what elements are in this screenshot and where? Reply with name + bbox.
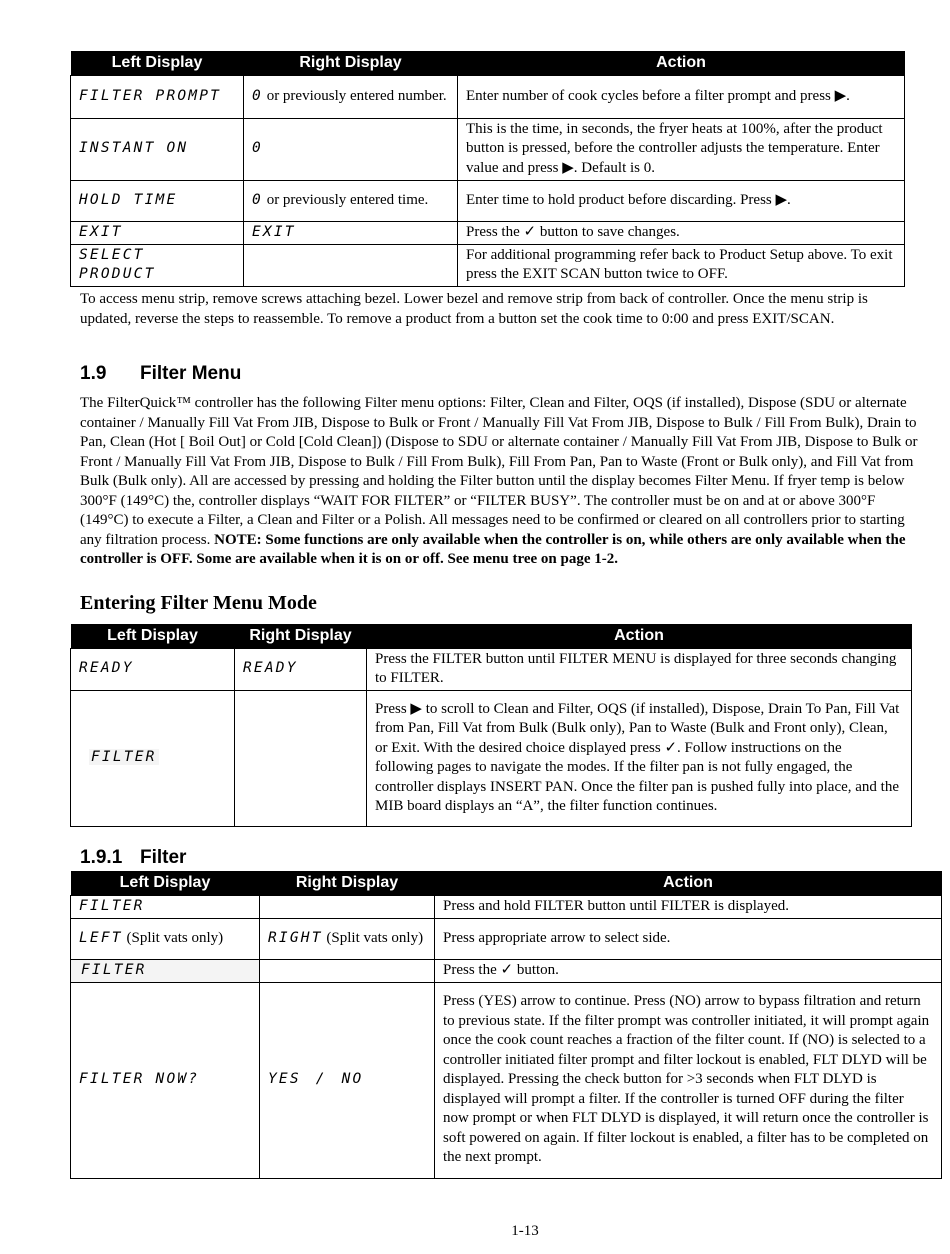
filter-menu-paragraph bbox=[80, 394, 918, 570]
header-left-display: Left Display bbox=[71, 624, 235, 648]
table-row bbox=[71, 895, 942, 918]
product-setup-table bbox=[70, 51, 905, 287]
section-heading-filter-menu bbox=[80, 364, 241, 384]
header-action: Action bbox=[435, 871, 942, 895]
header-action: Action bbox=[367, 624, 912, 648]
header-left-display: Left Display bbox=[71, 51, 244, 75]
right-display-text: or previously entered time. bbox=[262, 191, 429, 208]
action-text: Press (YES) arrow to continue. Press (NO) arrow to bypass filtration and return to previous state. If the filter prompt was controller initiated, it will prompt again once the cook count reaches a fraction of the filter count. If (NO) is selected to a controller initiated filter prompt and filter lockout is enabled, FLT DLYD will be displayed. Pressing the check button for >3 seconds when FLT DLYD is displayed will prompt a filter. If the controller is turned OFF during the filter now prompt or when FLT DLYD is displayed, it will return once the controller is soft powered on again. If filter lockout is enabled, a filter has to be completed on the next prompt. bbox=[435, 982, 942, 1178]
table-header-row bbox=[71, 624, 912, 648]
lcd-right-display: YES / NO bbox=[268, 1071, 364, 1088]
table-row bbox=[71, 918, 942, 959]
menu-strip-paragraph: To access menu strip, remove screws attaching bezel. Lower bezel and remove strip from back of controller. Once the menu strip is updated, reverse the steps to reassemble. To remove a product from a button set the cook time to 0:00 and press EXIT/SCAN. bbox=[80, 291, 868, 327]
lcd-left-display: EXIT bbox=[79, 223, 123, 240]
table-row bbox=[71, 118, 905, 180]
table-header-row bbox=[71, 871, 942, 895]
action-text: Enter number of cook cycles before a filter prompt and press ▶. bbox=[458, 75, 905, 118]
header-right-display: Right Display bbox=[235, 624, 367, 648]
section-number: 1.9.1 bbox=[80, 847, 123, 868]
table-row bbox=[71, 648, 912, 690]
action-text: Press the ✓ button to save changes. bbox=[458, 221, 905, 244]
action-text: This is the time, in seconds, the fryer heats at 100%, after the product button is pressed, before the controller adjusts the temperature. Enter value and press ▶. Default is 0. bbox=[458, 118, 905, 180]
filter-table bbox=[70, 871, 942, 1179]
header-right-display: Right Display bbox=[244, 51, 458, 75]
lcd-left-display: LEFT bbox=[79, 929, 123, 946]
lcd-right-display: RIGHT bbox=[268, 929, 323, 946]
table-row bbox=[71, 244, 905, 286]
section-title: Filter Menu bbox=[140, 363, 242, 384]
lcd-left-display: FILTER bbox=[91, 749, 157, 766]
table-row bbox=[71, 690, 912, 826]
right-display-text: (Split vats only) bbox=[322, 929, 424, 946]
action-text: Press and hold FILTER button until FILTER is displayed. bbox=[435, 895, 942, 918]
header-right-display: Right Display bbox=[260, 871, 435, 895]
section-number: 1.9 bbox=[80, 363, 107, 384]
table-row bbox=[71, 982, 942, 1178]
entering-filter-menu-heading: Entering Filter Menu Mode bbox=[80, 592, 317, 614]
table-row bbox=[71, 75, 905, 118]
lcd-left-display: FILTER PROMPT bbox=[79, 87, 222, 104]
page-number: 1-13 bbox=[511, 1223, 539, 1239]
lcd-right-display: READY bbox=[243, 660, 298, 677]
action-text: Press ▶ to scroll to Clean and Filter, OQS (if installed), Dispose, Drain To Pan, Fill Vat from Pan, Fill Vat from Bulk (Bulk only), Pan to Waste (Bulk and Front only), Clean, or Exit. With the desired choice displayed press ✓. Follow instructions on the following pages to navigate the modes. If the filter pan is not fully engaged, the controller displays INSERT PAN. Once the filter pan is pushed fully into place, and the MIB board displays an “A”, the filter function continues. bbox=[367, 690, 912, 826]
right-display-text: or previously entered number bbox=[262, 87, 443, 104]
right-display-text-dot: . bbox=[442, 87, 447, 104]
action-text: Press the ✓ button. bbox=[435, 959, 942, 982]
action-text: Enter time to hold product before discarding. Press ▶. bbox=[458, 180, 905, 221]
action-text: Press the FILTER button until FILTER MENU is displayed for three seconds changing to FILTER. bbox=[367, 648, 912, 690]
lcd-left-display: FILTER NOW? bbox=[79, 1071, 200, 1088]
lcd-right-display: 0 bbox=[252, 191, 263, 208]
left-display-text: (Split vats only) bbox=[122, 929, 224, 946]
table-header-row bbox=[71, 51, 905, 75]
lcd-left-display: FILTER bbox=[81, 961, 147, 978]
lcd-left-display: READY bbox=[79, 660, 134, 677]
lcd-right-display: EXIT bbox=[252, 223, 296, 240]
lcd-left-display: INSTANT ON bbox=[79, 140, 189, 157]
header-left-display: Left Display bbox=[71, 871, 260, 895]
section-title: Filter bbox=[140, 847, 187, 868]
header-action: Action bbox=[458, 51, 905, 75]
filter-menu-note: NOTE: Some functions are only available when the controller is on, while others are only available when the controller is OFF. Some are available when it is on or off. See menu tree on page 1-2. bbox=[80, 531, 906, 567]
table-row bbox=[71, 221, 905, 244]
entering-filter-menu-table bbox=[70, 624, 912, 827]
lcd-right-display: 0 bbox=[252, 140, 263, 157]
filter-menu-text: The FilterQuick™ controller has the following Filter menu options: Filter, Clean and Filter, OQS (if installed), Dispose (SDU or alternate container / Manually Fill Vat From JIB, Dispose to Bulk or Front / Manually Fill Vat From JIB, Dispose to Bulk / Fill From Bulk), Drain to Pan, Clean (Hot [ Boil Out] or Cold [Cold Clean]) (Dispose to SDU or alternate container / Manually Fill Vat From JIB, Dispose to Bulk or Front / Manually Fill Vat From JIB, Dispose to Bulk / Fill From Bulk), Fill From Pan, Pan to Waste (Front or Bulk only), and Fill Vat from Bulk (Bulk only). All are accessed by pressing and holding the Filter button until the display becomes Filter Menu. If fryer temp is below 300°F (149°C) the, controller displays “WAIT FOR FILTER” or “FILTER BUSY”. The controller must be on and at or above 300°F (149°C) to execute a Filter, a Clean and Filter or a Polish. All messages need to be confirmed or cleared on all controllers prior to starting any filtration process. bbox=[80, 395, 918, 548]
lcd-left-display: PRODUCT bbox=[79, 266, 156, 282]
action-text: Press appropriate arrow to select side. bbox=[435, 918, 942, 959]
lcd-left-display: HOLD TIME bbox=[79, 191, 178, 208]
lcd-left-display: SELECT bbox=[79, 246, 145, 263]
table-row bbox=[71, 959, 942, 982]
section-heading-filter bbox=[80, 848, 186, 868]
action-text: For additional programming refer back to Product Setup above. To exit press the EXIT SCAN button twice to OFF. bbox=[458, 244, 905, 286]
lcd-right-display: 0 bbox=[252, 87, 263, 104]
table-row bbox=[71, 180, 905, 221]
lcd-left-display: FILTER bbox=[79, 897, 145, 914]
